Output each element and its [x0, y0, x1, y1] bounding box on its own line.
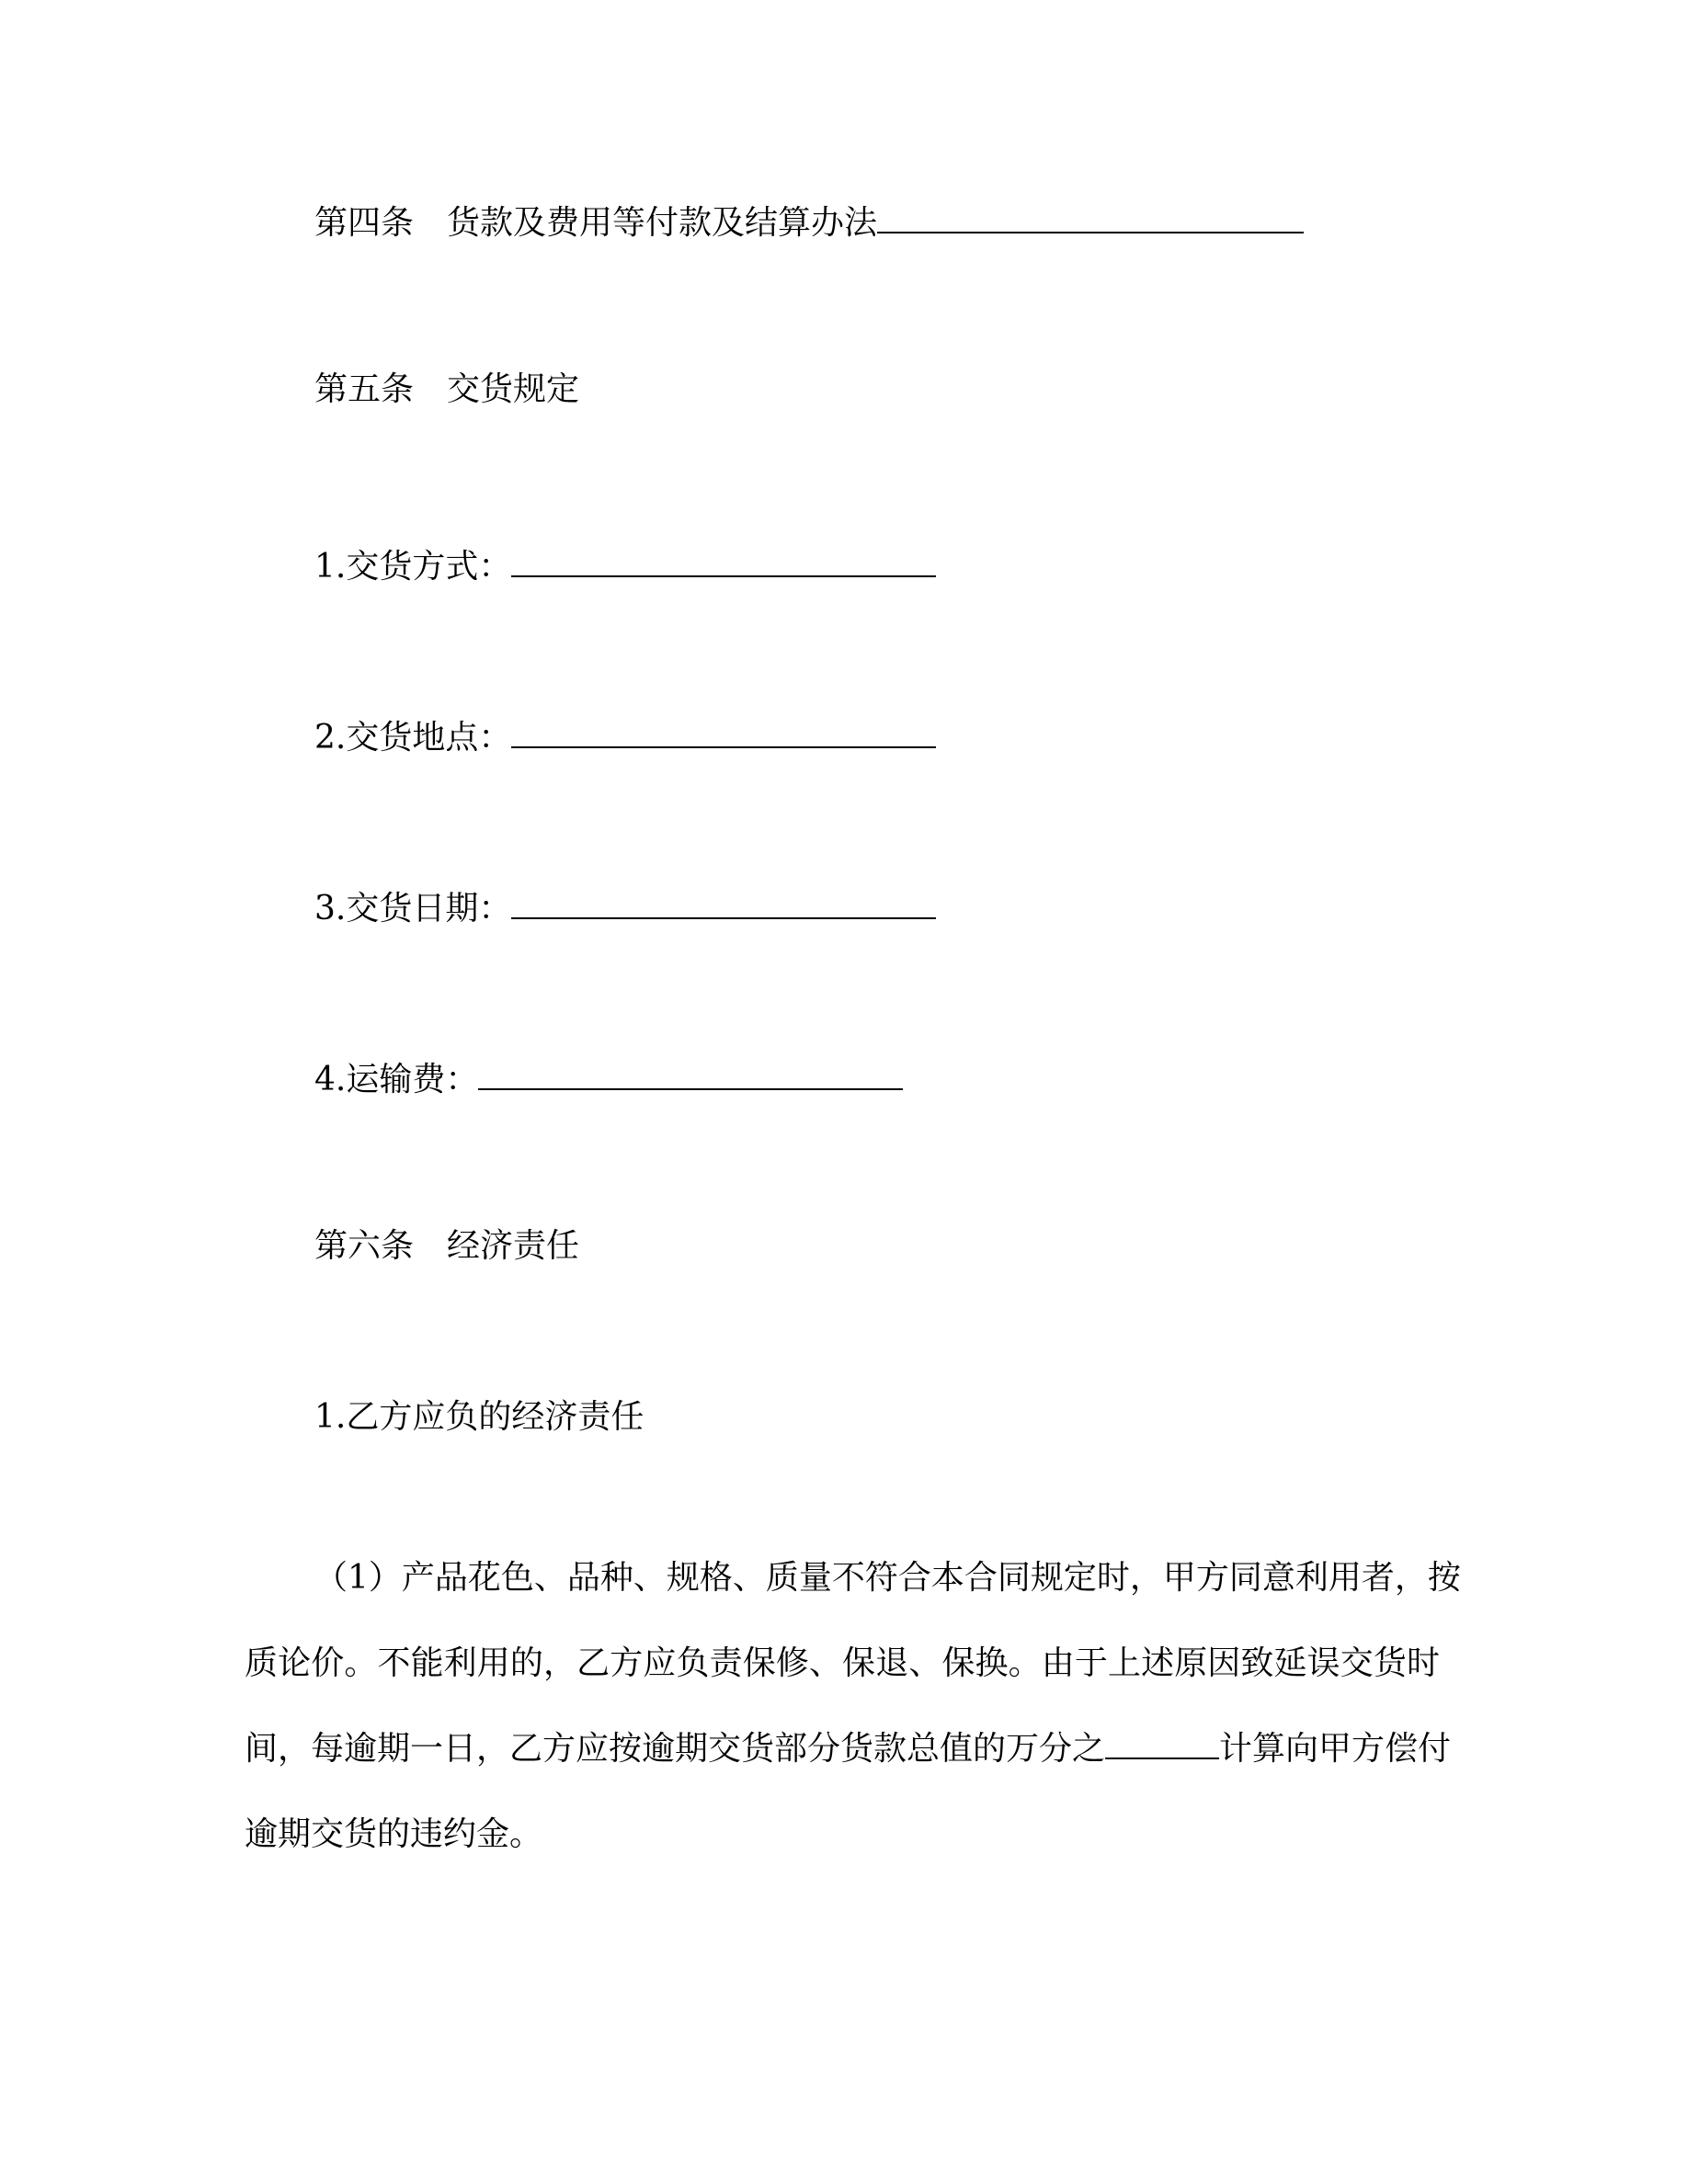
transport-fee-blank[interactable] — [478, 1055, 903, 1090]
delivery-place-row — [314, 713, 936, 758]
article-5-heading — [314, 370, 579, 410]
party-b-liability-text: 1.乙方应负的经济责任 — [314, 1398, 644, 1436]
delivery-date-label: 3.交货日期： — [314, 890, 512, 927]
transport-fee-row — [314, 1055, 903, 1100]
clause-1-paragraph — [245, 1535, 1461, 1877]
clause-1-line-3-start: 间，每逾期一日，乙方应按逾期交货部分货款总值的万分之 — [245, 1730, 1106, 1768]
delivery-method-row — [314, 542, 936, 587]
article-5-number: 第五条 — [314, 370, 415, 408]
article-5-title: 交货规定 — [447, 370, 580, 408]
delivery-place-blank[interactable] — [511, 713, 936, 748]
article-6-heading — [314, 1226, 579, 1267]
delivery-method-blank[interactable] — [511, 542, 936, 577]
clause-1-line-1: （1）产品花色、品种、规格、质量不符合本合同规定时，甲方同意利用者，按 — [314, 1559, 1461, 1597]
clause-1-line-3-end: 计算向甲方偿付 — [1219, 1730, 1452, 1768]
article-4-payment-blank[interactable] — [877, 199, 1304, 233]
delivery-place-label: 2.交货地点： — [314, 719, 512, 756]
delivery-date-blank[interactable] — [511, 884, 936, 919]
article-4-heading — [314, 199, 1304, 244]
transport-fee-label: 4.运输费： — [314, 1061, 479, 1098]
delivery-date-row — [314, 884, 936, 929]
article-6-number: 第六条 — [314, 1227, 415, 1265]
clause-1-line-2: 质论价。不能利用的，乙方应负责保修、保退、保换。由于上述原因致延误交货时 — [245, 1644, 1440, 1682]
clause-1-line-3 — [245, 1706, 1452, 1792]
penalty-rate-blank[interactable] — [1105, 1724, 1219, 1759]
article-6-title: 经济责任 — [447, 1227, 580, 1265]
clause-1-line-4: 逾期交货的违约金。 — [245, 1815, 543, 1853]
article-4-number: 第四条 — [314, 204, 415, 242]
delivery-method-label: 1.交货方式： — [314, 548, 512, 586]
party-b-liability-heading — [314, 1397, 644, 1438]
article-4-title: 货款及费用等付款及结算办法 — [447, 204, 878, 242]
